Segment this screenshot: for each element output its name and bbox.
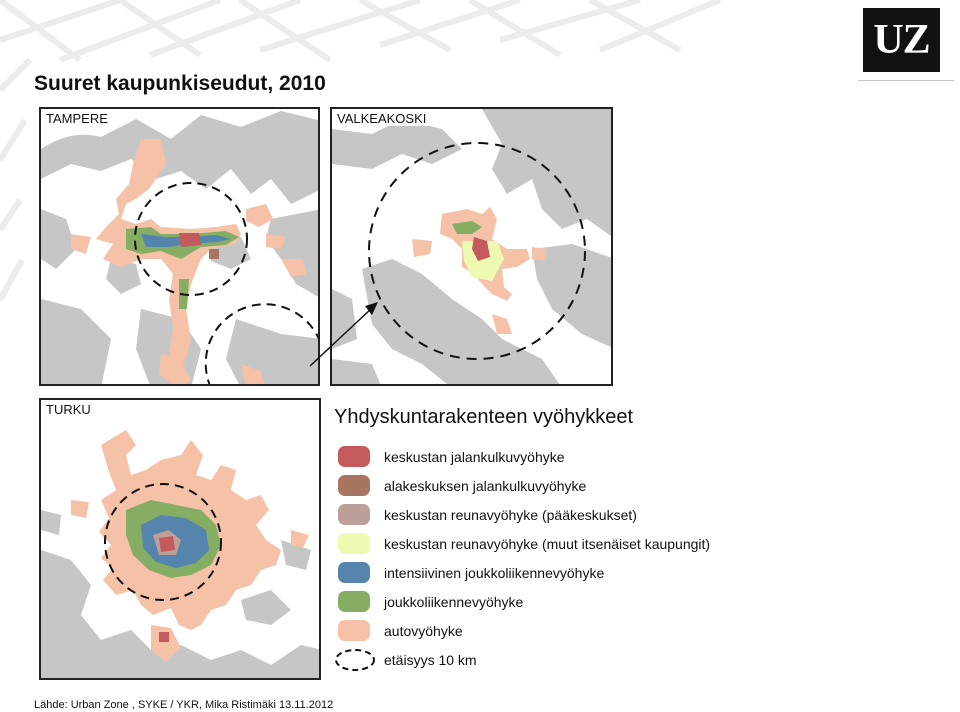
legend-swatch (338, 562, 370, 583)
legend-item-distance (334, 645, 774, 674)
legend-items (334, 442, 774, 645)
legend-title: Yhdyskuntarakenteen vyöhykkeet (334, 406, 634, 428)
legend-distance-label: etäisyys 10 km (384, 651, 477, 668)
source-note: Lähde: Urban Zone , SYKE / YKR, Mika Ristimäki 13.11.2012 (34, 699, 334, 711)
legend-item (334, 587, 774, 616)
legend (334, 406, 774, 674)
legend-item (334, 500, 774, 529)
legend-swatch (338, 446, 370, 467)
legend-item (334, 529, 774, 558)
tampere-map (39, 107, 320, 386)
legend-swatch (338, 504, 370, 525)
page-title: Suuret kaupunkiseudut, 2010 (34, 72, 326, 95)
turku-label: TURKU (46, 402, 91, 417)
legend-item-label: keskustan jalankulkuvyöhyke (384, 448, 565, 465)
legend-item (334, 558, 774, 587)
uz-logo: UZ (863, 8, 940, 72)
legend-item-label: intensiivinen joukkoliikennevyöhyke (384, 564, 605, 581)
legend-item-label: keskustan reunavyöhyke (pääkeskukset) (384, 506, 637, 523)
legend-swatch (338, 533, 370, 554)
valkeakoski-map (330, 107, 613, 386)
legend-item-label: alakeskuksen jalankulkuvyöhyke (384, 477, 587, 494)
logo-divider (858, 80, 954, 81)
tampere-map-drawing (41, 109, 320, 386)
turku-map (39, 398, 321, 680)
legend-swatch (338, 475, 370, 496)
legend-swatch (338, 591, 370, 612)
legend-swatch (338, 620, 370, 641)
valkeakoski-map-drawing (332, 109, 613, 386)
legend-item (334, 471, 774, 500)
turku-map-drawing (41, 400, 321, 680)
legend-item (334, 616, 774, 645)
legend-item (334, 442, 774, 471)
valkeakoski-label: VALKEAKOSKI (337, 111, 427, 126)
legend-item-label: autovyöhyke (384, 622, 463, 639)
dashed-circle-icon (334, 648, 376, 672)
legend-item-label: joukkoliikennevyöhyke (384, 593, 524, 610)
tampere-label: TAMPERE (46, 111, 108, 126)
legend-item-label: keskustan reunavyöhyke (muut itsenäiset kaupungit) (384, 535, 711, 552)
